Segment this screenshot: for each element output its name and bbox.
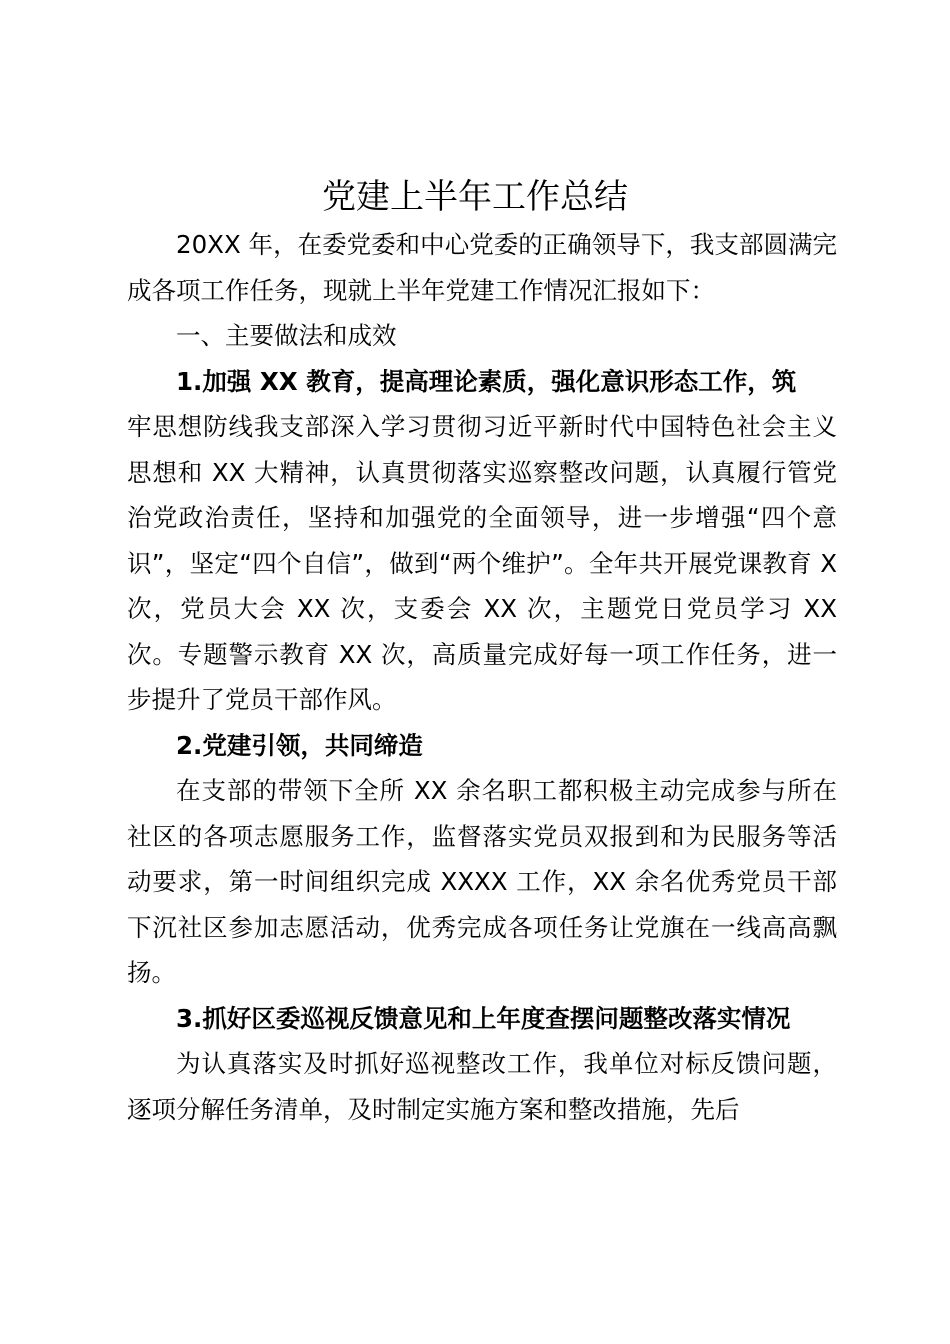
intro-paragraph: 20XX 年，在委党委和中心党委的正确领导下，我支部圆满完成各项工作任务，现就上半年党建工作情况汇报如下： bbox=[127, 230, 837, 305]
section-heading: 一、主要做法和成效 bbox=[176, 321, 397, 350]
document-title: 党建上半年工作总结 bbox=[322, 177, 628, 217]
subsection-heading-1: 1.加强 XX 教育，提高理论素质，强化意识形态工作，筑 bbox=[176, 366, 797, 396]
paragraph-1: 牢思想防线我支部深入学习贯彻习近平新时代中国特色社会主义思想和 XX 大精神，认真贯彻落实巡察整改问题，认真履行管党治党政治责任，坚持和加强党的全面领导，进一步增强“四个意识”，坚定“四个自信”，做到“两个维护”。全年共开展党课教育 X 次，党员大会 XX 次，支委会 XX 次，主题党日党员学习 XX 次。专题警示教育 XX 次，高质量完成好每一项工作任务，进一步提升了党员干部作风。 bbox=[127, 412, 837, 714]
subsection-heading-3: 3.抓好区委巡视反馈意见和上年度查摆问题整改落实情况 bbox=[176, 1003, 791, 1033]
subsection-heading-2: 2.党建引领，共同缔造 bbox=[176, 730, 423, 760]
paragraph-2: 在支部的带领下全所 XX 余名职工都积极主动完成参与所在社区的各项志愿服务工作，监督落实党员双报到和为民服务等活动要求，第一时间组织完成 XXXX 工作，XX 余名优秀党员干部下沉社区参加志愿活动，优秀完成各项任务让党旗在一线高高飘扬。 bbox=[127, 776, 837, 987]
paragraph-3: 为认真落实及时抓好巡视整改工作，我单位对标反馈问题，逐项分解任务清单，及时制定实施方案和整改措施，先后 bbox=[127, 1049, 837, 1124]
document-body bbox=[127, 222, 837, 1132]
